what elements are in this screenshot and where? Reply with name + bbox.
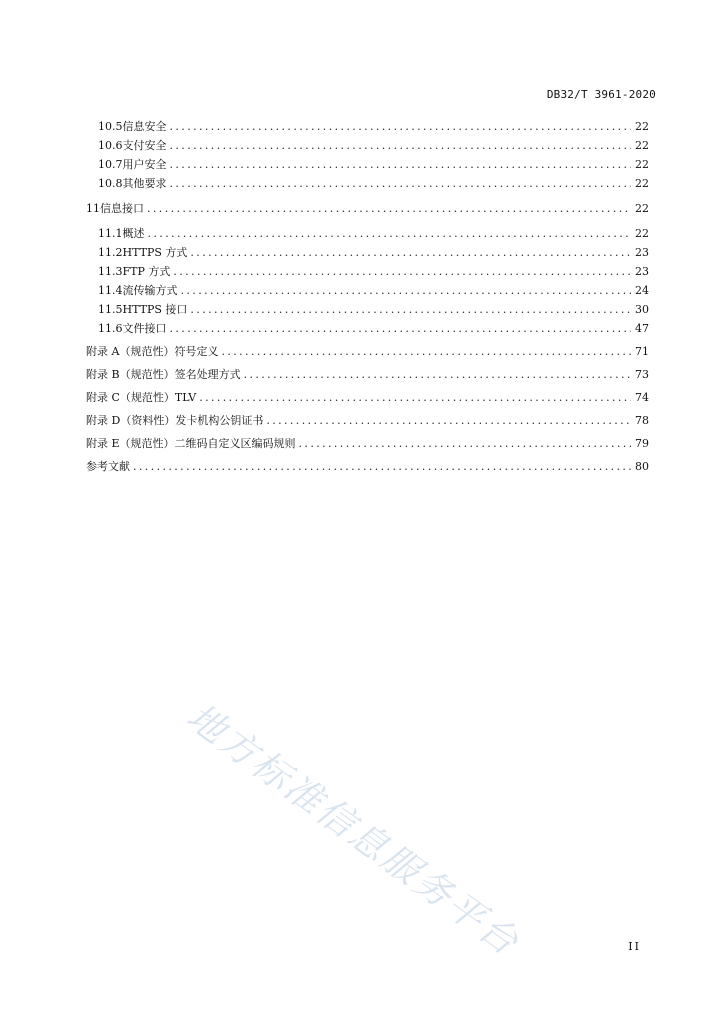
toc-entry-title: 其他要求 xyxy=(122,177,167,190)
toc-leader-dots xyxy=(173,262,631,281)
toc-appendix-kind: （资料性） xyxy=(120,414,176,427)
toc-entry[interactable] xyxy=(86,319,649,338)
toc-entry[interactable] xyxy=(86,281,649,300)
toc-entry-page: 30 xyxy=(635,303,649,316)
toc-entry-page: 71 xyxy=(635,345,649,358)
toc-leader-dots xyxy=(170,155,632,174)
toc-entry-title: 签名处理方式 xyxy=(174,368,241,381)
toc-entry-title: 概述 xyxy=(122,227,145,240)
toc-entry-page: 22 xyxy=(635,227,649,240)
toc-appendix-entry[interactable] xyxy=(86,434,649,453)
toc-entry-title: FTP 方式 xyxy=(122,265,171,278)
toc-leader-dots xyxy=(190,243,631,262)
toc-appendix-entry[interactable] xyxy=(86,365,649,384)
toc-entry-title: TLV xyxy=(174,391,197,404)
toc-appendix-entry[interactable] xyxy=(86,342,649,361)
toc-entry-number: 11.4 xyxy=(98,284,123,297)
toc-leader-dots xyxy=(266,411,631,430)
toc-entry-title: 用户安全 xyxy=(122,158,167,171)
toc-entry-title: 流传输方式 xyxy=(122,284,178,297)
watermark-text: 地方标准信息服务平台 xyxy=(178,694,528,965)
toc-entry-number: 10.5 xyxy=(98,120,123,133)
toc-appendix-kind: （规范性） xyxy=(119,391,175,404)
toc-entry-page: 22 xyxy=(635,202,649,215)
toc-entry-number: 11.6 xyxy=(98,322,123,335)
page-number: II xyxy=(628,940,641,953)
toc-entry[interactable] xyxy=(86,243,649,262)
toc-leader-dots xyxy=(170,117,632,136)
toc-entry-title: HTTPS 方式 xyxy=(122,246,188,259)
toc-entry-title: 发卡机构公钥证书 xyxy=(175,414,264,427)
toc-entry-number: 10.8 xyxy=(98,177,123,190)
toc-entry-number: 10.6 xyxy=(98,139,123,152)
toc-entry-page: 73 xyxy=(635,368,649,381)
toc-leader-dots xyxy=(170,136,632,155)
toc-entry-page: 22 xyxy=(635,177,649,190)
toc-entry-title: 二维码自定义区编码规则 xyxy=(174,437,296,450)
toc-leader-dots xyxy=(181,281,632,300)
toc-entry-number: 11 xyxy=(86,202,100,215)
toc-leader-dots xyxy=(170,174,632,193)
toc-leader-dots xyxy=(244,365,631,384)
toc-entry[interactable] xyxy=(86,262,649,281)
toc-entry-page: 74 xyxy=(635,391,649,404)
toc-entry-title: 文件接口 xyxy=(122,322,167,335)
toc-entry-number: 11.3 xyxy=(98,265,123,278)
toc-entry-number: 11.2 xyxy=(98,246,123,259)
toc-entry-number: 附录 B xyxy=(86,368,120,381)
toc-entry-number: 11.5 xyxy=(98,303,123,316)
toc-entry-page: 47 xyxy=(635,322,649,335)
toc-entry-page: 78 xyxy=(635,414,649,427)
toc-leader-dots xyxy=(199,388,631,407)
toc-entry-title: 信息安全 xyxy=(122,120,167,133)
toc-appendix-kind: （规范性） xyxy=(119,368,175,381)
toc-appendix-entry[interactable] xyxy=(86,388,649,407)
toc-references-entry[interactable] xyxy=(86,457,649,476)
toc-entry-number: 附录 A xyxy=(86,345,120,358)
toc-leader-dots xyxy=(190,300,631,319)
toc-entry-page: 23 xyxy=(635,265,649,278)
toc-entry-page: 79 xyxy=(635,437,649,450)
toc-leader-dots xyxy=(133,457,631,476)
toc-entry-title: 支付安全 xyxy=(122,139,167,152)
toc-entry-number: 附录 E xyxy=(86,437,120,450)
document-code: DB32/T 3961-2020 xyxy=(546,88,656,101)
toc-entry-page: 80 xyxy=(635,460,649,473)
toc-entry-number: 附录 C xyxy=(86,391,120,404)
toc-entry-page: 22 xyxy=(635,120,649,133)
toc-entry-page: 22 xyxy=(635,158,649,171)
toc-entry-number: 10.7 xyxy=(98,158,123,171)
toc-entry[interactable] xyxy=(86,199,649,218)
toc-entry-title: 参考文献 xyxy=(86,460,130,473)
toc-entry-title: HTTPS 接口 xyxy=(122,303,188,316)
toc-leader-dots xyxy=(299,434,631,453)
toc-entry[interactable] xyxy=(86,224,649,243)
table-of-contents xyxy=(86,117,649,476)
toc-entry-title: 符号定义 xyxy=(174,345,219,358)
toc-appendix-kind: （规范性） xyxy=(119,345,175,358)
toc-entry[interactable] xyxy=(86,117,649,136)
toc-entry-number: 附录 D xyxy=(86,414,121,427)
toc-leader-dots xyxy=(148,224,632,243)
toc-entry[interactable] xyxy=(86,136,649,155)
toc-entry-page: 24 xyxy=(635,284,649,297)
toc-appendix-kind: （规范性） xyxy=(119,437,175,450)
toc-entry-page: 22 xyxy=(635,139,649,152)
toc-entry-page: 23 xyxy=(635,246,649,259)
toc-appendix-entry[interactable] xyxy=(86,411,649,430)
toc-leader-dots xyxy=(147,199,631,218)
toc-leader-dots xyxy=(170,319,632,338)
toc-entry[interactable] xyxy=(86,174,649,193)
toc-entry[interactable] xyxy=(86,155,649,174)
toc-entry-number: 11.1 xyxy=(98,227,123,240)
toc-entry-title: 信息接口 xyxy=(100,202,144,215)
toc-entry[interactable] xyxy=(86,300,649,319)
toc-leader-dots xyxy=(221,342,631,361)
